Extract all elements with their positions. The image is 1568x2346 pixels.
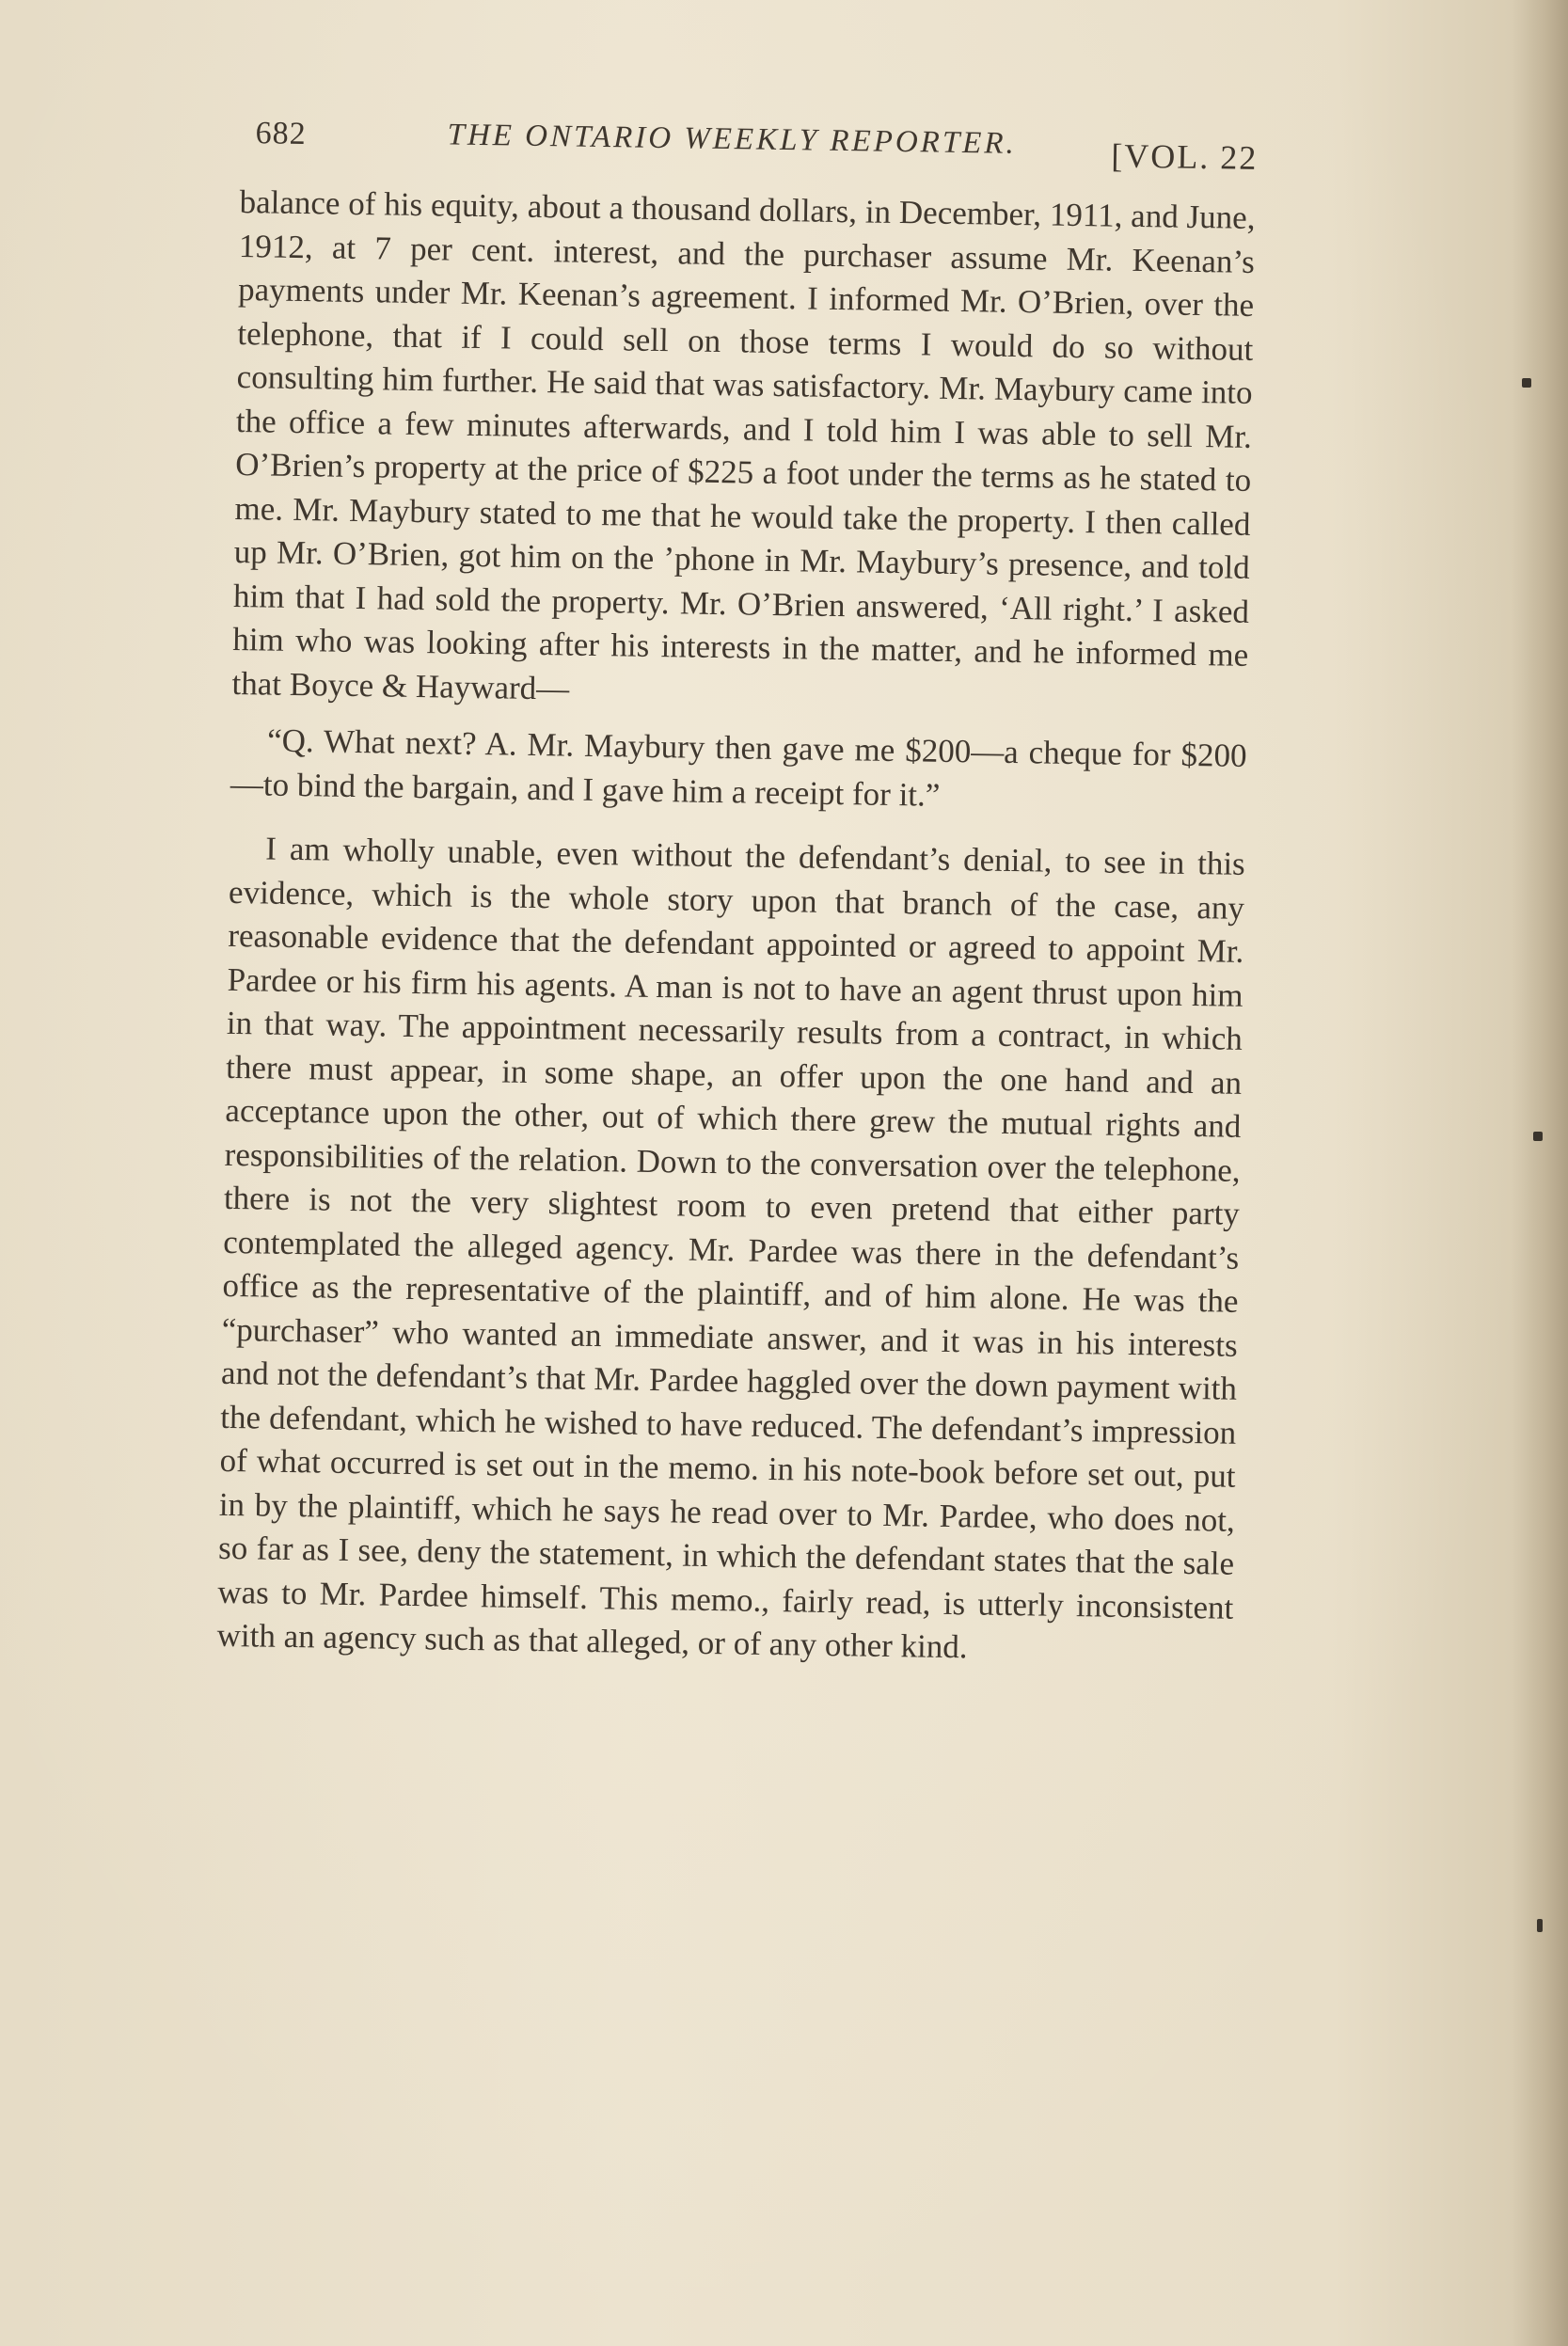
page-header <box>245 111 1262 193</box>
paragraph-judgment: I am wholly unable, even without the defendant’s denial, to see in this evidence, which is the whole story upon that branch of the case, any reasonable evidence that the defendant appointed or agreed to appoint Mr. Pardee or his firm his agents. A man is not to have an agent thrust upon him in that way. The appointment necessarily results from a contract, in which there must appear, in some shape, an offer upon the one hand and an acceptance upon the other, out of which there grew the mutual rights and responsibilities of the relation. Down to the conversation over the telephone, there is not the very slightest room to even pretend that either party contemplated the alleged agency. Mr. Pardee was there in the defendant’s office as the representative of the plaintiff, and of him alone. He was the “purchaser” who wanted an immediate answer, and it was in his interests and not the defendant’s that Mr. Pardee haggled over the down payment with the defendant, which he wished to have reduced. The defendant’s impression of what occurred is set out in the memo. in his note-book before set out, put in by the plaintiff, which he says he read over to Mr. Pardee, who does not, so far as I see, deny the statement, in which the defendant states that the sale was to Mr. Pardee himself. This memo., fairly read, is utterly inconsistent with an agency such as that alleged, or of any other kind. <box>216 830 1246 1666</box>
margin-mark <box>1533 1132 1543 1141</box>
paragraph-continued-testimony: balance of his equity, about a thousand dollars, in December, 1911, and June, 1912, at 7 per cent. interest, and the purchaser assume Mr. Keenan’s payments under Mr. Keenan’s agreement. I informed Mr. O’Brien, over the telephone, that if I could sell on those terms I would do so without consulting him further. He said that was satisfactory. Mr. Maybury came into the office a few minutes afterwards, and I told him I was able to sell Mr. O’Brien’s property at the price of $225 a foot under the terms as he stated to me. Mr. Maybury stated to me that he would take the property. I then called up Mr. O’Brien, got him on the ’phone in Mr. Maybury’s presence, and told him that I had sold the property. Mr. O’Brien answered, ‘All right.’ I asked him who was looking after his interests in the matter, and he informed me that Boyce & Hayward— <box>231 182 1256 707</box>
margin-mark <box>1537 1919 1543 1932</box>
volume-label: [VOL. 22 <box>1111 136 1259 177</box>
running-title: THE ONTARIO WEEKLY REPORTER. <box>447 118 1018 161</box>
paragraph-quoted-question: “Q. What next? A. Mr. Maybury then gave me $200—a cheque for $200—to bind the bargain, and I gave him a receipt for it.” <box>230 721 1247 814</box>
page-number: 682 <box>255 116 307 152</box>
margin-mark <box>1522 378 1531 388</box>
page-gutter-shadow <box>1512 0 1568 2346</box>
page-body <box>216 181 1256 1673</box>
